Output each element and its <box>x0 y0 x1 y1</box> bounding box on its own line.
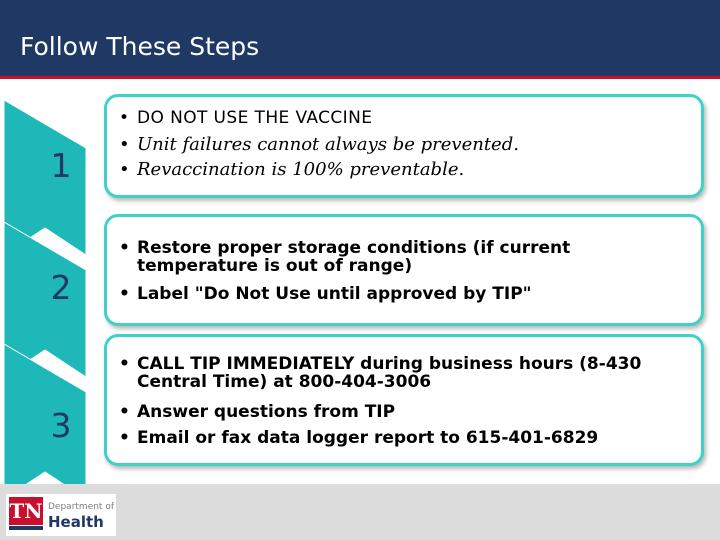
logo-tn-mark: TN <box>9 499 43 523</box>
step-1-number: 1 <box>50 146 72 185</box>
tn-health-logo <box>6 494 116 536</box>
step-1-box <box>104 94 704 198</box>
header-accent-stripe <box>0 76 720 79</box>
step-2-bullet-2: • Label "Do Not Use until approved by TIP" <box>115 285 693 303</box>
step-3-bullet-2: • Answer questions from TIP <box>115 403 693 421</box>
step-1-bullet-1: • DO NOT USE THE VACCINE <box>115 109 693 127</box>
step-2-number: 2 <box>50 268 72 307</box>
step-1-bullet-2: • Unit failures cannot always be prevented. <box>115 136 693 154</box>
logo-department-text: Department of <box>48 502 114 512</box>
step-2-bullet-1: • Restore proper storage conditions (if current temperature is out of range) <box>115 239 693 275</box>
step-2-box <box>104 214 704 326</box>
step-3-number: 3 <box>50 406 72 445</box>
step-3-bullet-3: • Email or fax data logger report to 615-401-6829 <box>115 429 693 447</box>
step-1-bullet-3: • Revaccination is 100% preventable. <box>115 161 693 179</box>
step-3-box <box>104 334 704 466</box>
logo-health-text: Health <box>48 513 104 531</box>
logo-underline <box>9 526 43 530</box>
page-title: Follow These Steps <box>20 32 260 61</box>
step-3-bullet-1: • CALL TIP IMMEDIATELY during business hours (8-430 Central Time) at 800-404-3006 <box>115 355 693 391</box>
